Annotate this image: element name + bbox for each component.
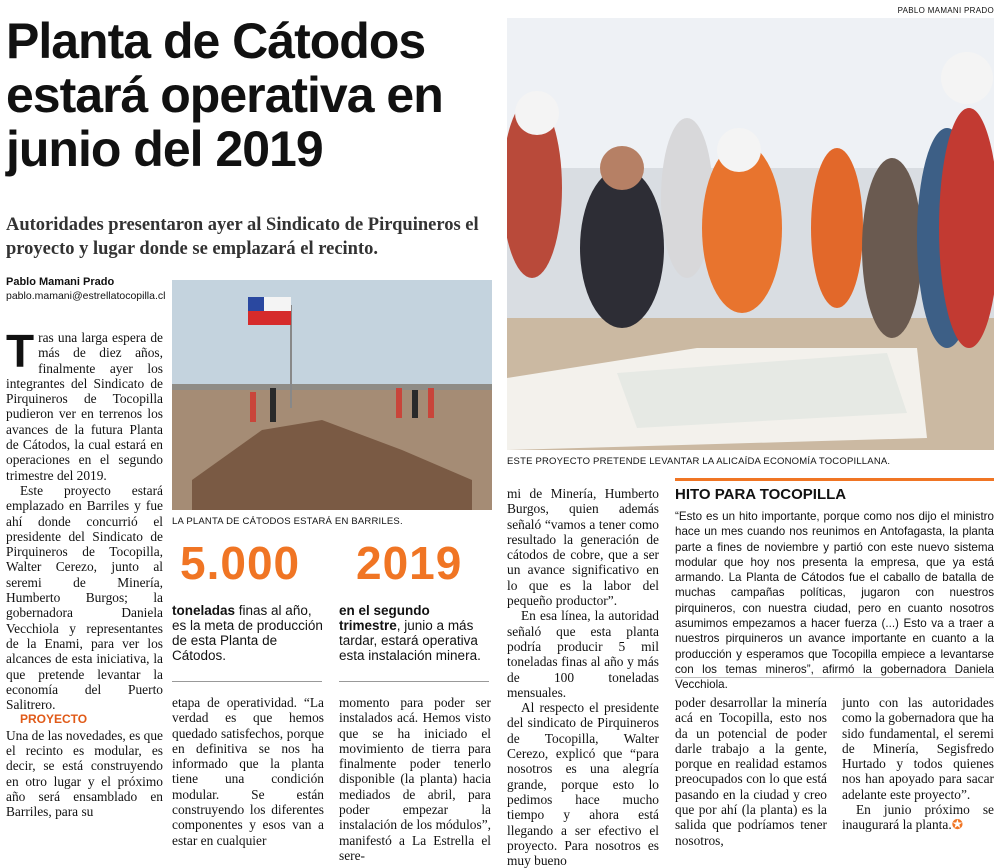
subheadline: Autoridades presentaron ayer al Sindicato de Pirquineros el proyecto y lugar donde se emplazará el recinto. (6, 215, 479, 259)
photo-credit: PABLO MAMANI PRADO (897, 6, 994, 15)
box-title: HITO PARA TOCOPILLA (675, 486, 847, 503)
stat-caption-5000: toneladas finas al año, es la meta de producción de esta Planta de Cátodos. (172, 603, 323, 663)
end-mark-icon: ✪ (951, 817, 963, 833)
paragraph: Este proyecto estará emplazado en Barriles y fue ahí donde concurrió el presidente del Sindicato de Pirquineros de Tocopilla, Walter Cerezo, junto al seremi de Minería, Humberto Burgos; la gobernadora Daniela Vecchiola y representantes de la Enami, para ver los alcances de esta iniciativa, la que pretende levantar la economía del Puerto Salitrero. (6, 482, 163, 713)
byline-author: Pablo Mamani Prado (6, 276, 115, 288)
photo-barriles-site (172, 280, 492, 510)
box-quote: “Esto es un hito importante, porque como nos dijo el ministro hace un mes cuando nos reunimos en Antofagasta, la planta parte a fines de noviembre y partió con este nuevo sistema modular que hoy nos presenta la empresa, que ya está armando. La Planta de Cátodos fue el caballo de batalla de muchas campañas políticas, jugaron con nuestros pirquineros, con nuestra ciudad, pero en cuanto nosotros asumimos empezamos a hacer fuerza (...) Esto va a traer a nuestros pirquineros un avance importante en cuanto a la producción y esperamos que Tocopilla empiece a levantarse con los temas mineros”, afirmó la gobernadora Daniela Vecchiola. (675, 510, 994, 692)
paragraph: junto con las autoridades como la gobernadora que ha sido fundamental, el seremi de Minería, Segisfredo Hurtado y todos quienes nos han apoyado para sacar adelante este proyecto”. (842, 695, 994, 802)
dropcap: T (6, 325, 35, 377)
paragraph: ras una larga espera de más de diez años, finalmente ayer los integrantes del Sindicato de Pirquineros de Tocopilla pudieron ver en terrenos los avances de la futura Planta de Cátodos, la cual estará en operaciones en el segundo trimestre del 2019. (6, 330, 163, 483)
photo-large-caption: ESTE PROYECTO PRETENDE LEVANTAR LA ALICAÍDA ECONOMÍA TOCOPILLANA. (507, 456, 891, 467)
article-column-1 (6, 325, 163, 820)
article-column-4 (507, 486, 659, 868)
paragraph: momento para poder ser instalados acá. Hemos visto que se ha iniciado el movimiento de tierra para finalmente poder tenerlo disponible (la planta) hacia mediados de abril, para poder empezar la instalación de los módulos”, manifestó a La Estrella el sere- (339, 695, 491, 863)
paragraph: Al respecto el presidente del sindicato de Pirquineros de Tocopilla, Walter Cerezo, explicó que “para nosotros es una alegría grande, porque esto lo pedimos hace mucho tiempo y ahora está llegando a ser efectivo el proyecto. Para nosotros es muy bueno (507, 700, 659, 868)
paragraph: mi de Minería, Humberto Burgos, quien además señaló “vamos a tener como resultado la generación de cátodos de cobre, que a ser un avance significativo en lo que es la labor del pequeño productor”. (507, 486, 659, 609)
paragraph: poder desarrollar la minería acá en Tocopilla, esto nos da un potencial de poder darle trabajo a la gente, porque en realidad estamos preocupados con lo que está pasando en la ciudad y creo que por ahí (la planta) es la salida que podríamos tener nosotros, (675, 695, 827, 848)
stat-caption-2019: en el segundo trimestre, junio a más tardar, estará operativa esta instalación minera. (339, 603, 481, 663)
photo-authorities-reviewing-plans (507, 18, 994, 450)
photo-small-caption: LA PLANTA DE CÁTODOS ESTARÁ EN BARRILES. (172, 516, 403, 527)
stat-number-2019: 2019 (356, 537, 463, 589)
divider (339, 681, 489, 682)
paragraph: etapa de operatividad. “La verdad es que hemos quedado satisfechos, porque en definitiva se nos ha informado que la planta tiene una condición modular. Se están construyendo los diferentes componentes y esos van a estar en cualquier (172, 695, 324, 848)
article-column-2 (172, 695, 324, 848)
paragraph: En junio próximo se inaugurará la planta.✪ (842, 802, 994, 833)
headline: Planta de Cátodos estará operativa en junio del 2019 (6, 13, 443, 177)
paragraph: En esa línea, la autoridad señaló que esta planta podría producir 5 mil toneladas finas al año y más de 100 toneladas mensuales. (507, 608, 659, 700)
article-column-5 (675, 695, 827, 848)
section-heading-proyecto: PROYECTO (20, 712, 88, 727)
article-column-6 (842, 695, 994, 833)
stat-number-5000: 5.000 (180, 537, 301, 589)
sidebar-box (675, 478, 994, 692)
article-column-3 (339, 695, 491, 863)
byline-email: pablo.mamani@estrellatocopilla.cl (6, 290, 166, 302)
paragraph: Una de las novedades, es que el recinto es modular, es decir, se está construyendo en otro lugar y el próximo año será ensamblado en Barriles, para su (6, 727, 163, 820)
divider (172, 681, 322, 682)
